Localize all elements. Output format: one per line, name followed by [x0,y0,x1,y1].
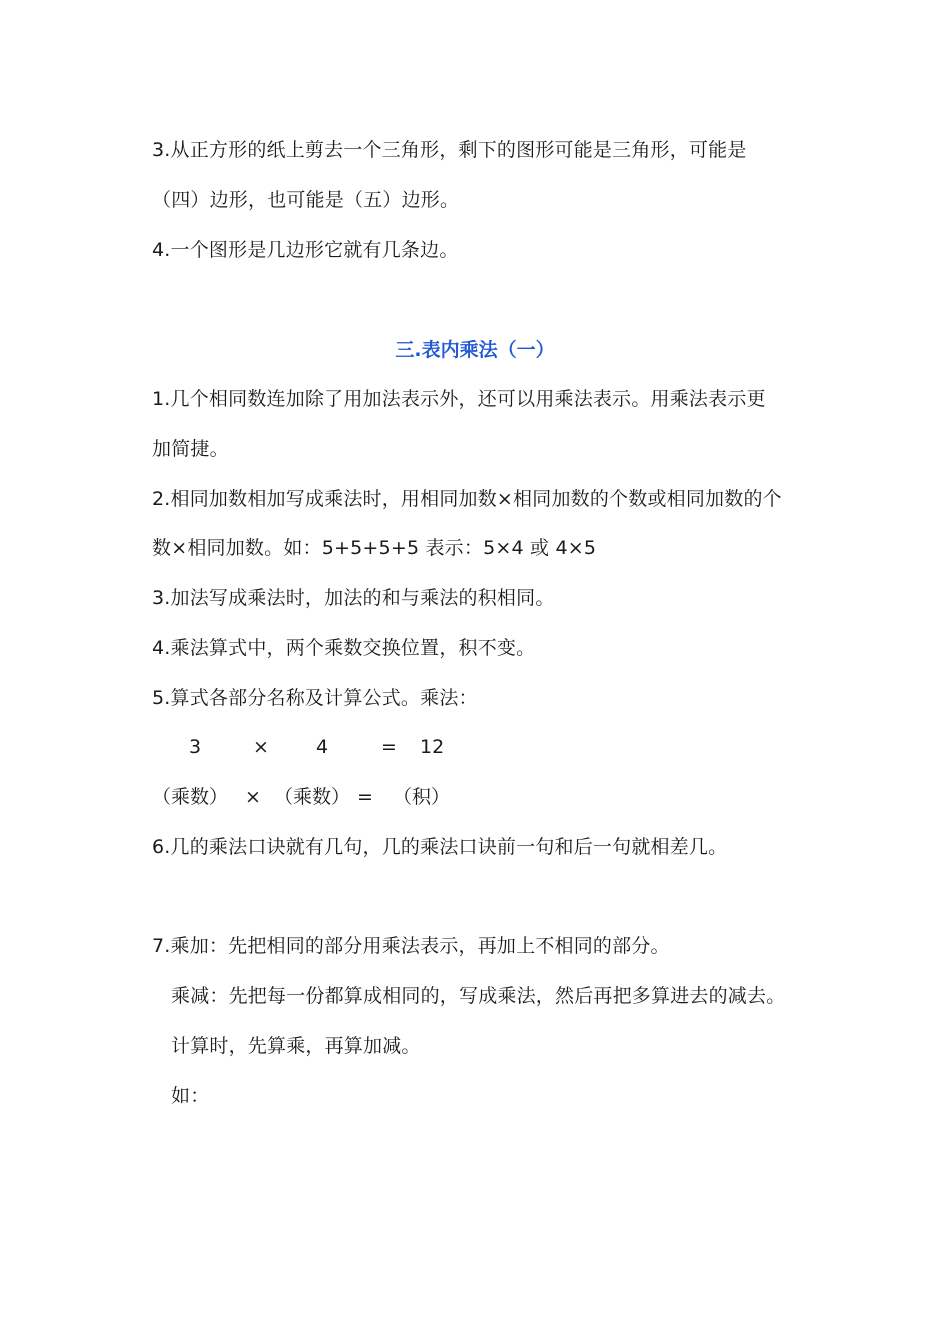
item-2-line-1: 2.相同加数相加写成乘法时，用相同加数×相同加数的个数或相同加数的个 [152,488,782,510]
item-5: 5.算式各部分名称及计算公式。乘法： [152,687,478,709]
item-7-line-1: 7.乘加：先把相同的部分用乘法表示，再加上不相同的部分。 [152,935,670,957]
prev-item-3-line-1: 3.从正方形的纸上剪去一个三角形，剩下的图形可能是三角形，可能是 [152,139,747,161]
name-times-sign: × [245,786,261,808]
prev-item-3-line-2: （四）边形，也可能是（五）边形。 [152,189,460,211]
item-6: 6.几的乘法口诀就有几句，几的乘法口诀前一句和后一句就相差几。 [152,836,728,858]
formula-times-sign: × [253,736,269,758]
formula-operand-2: 4 [316,736,329,758]
prev-item-4: 4.一个图形是几边形它就有几条边。 [152,239,459,261]
item-4: 4.乘法算式中，两个乘数交换位置，积不变。 [152,637,536,659]
name-factor-2: （乘数） [274,786,351,808]
formula-equals-sign: = [381,736,397,758]
item-1-line-2: 加简捷。 [152,438,229,460]
name-factor-1: （乘数） [152,786,229,808]
name-equals-sign: = [357,786,373,808]
item-2-line-2: 数×相同加数。如：5+5+5+5 表示：5×4 或 4×5 [152,537,597,559]
section-heading: 三.表内乘法（一） [395,339,555,361]
item-3: 3.加法写成乘法时，加法的和与乘法的积相同。 [152,587,555,609]
name-product: （积） [393,786,451,808]
item-7-line-4: 如： [171,1085,210,1107]
item-1-line-1: 1.几个相同数连加除了用加法表示外，还可以用乘法表示。用乘法表示更 [152,388,766,410]
item-7-line-2: 乘减：先把每一份都算成相同的，写成乘法，然后再把多算进去的减去。 [171,985,786,1007]
formula-result: 12 [420,736,445,758]
formula-operand-1: 3 [189,736,202,758]
item-7-line-3: 计算时，先算乘，再算加减。 [171,1035,421,1057]
